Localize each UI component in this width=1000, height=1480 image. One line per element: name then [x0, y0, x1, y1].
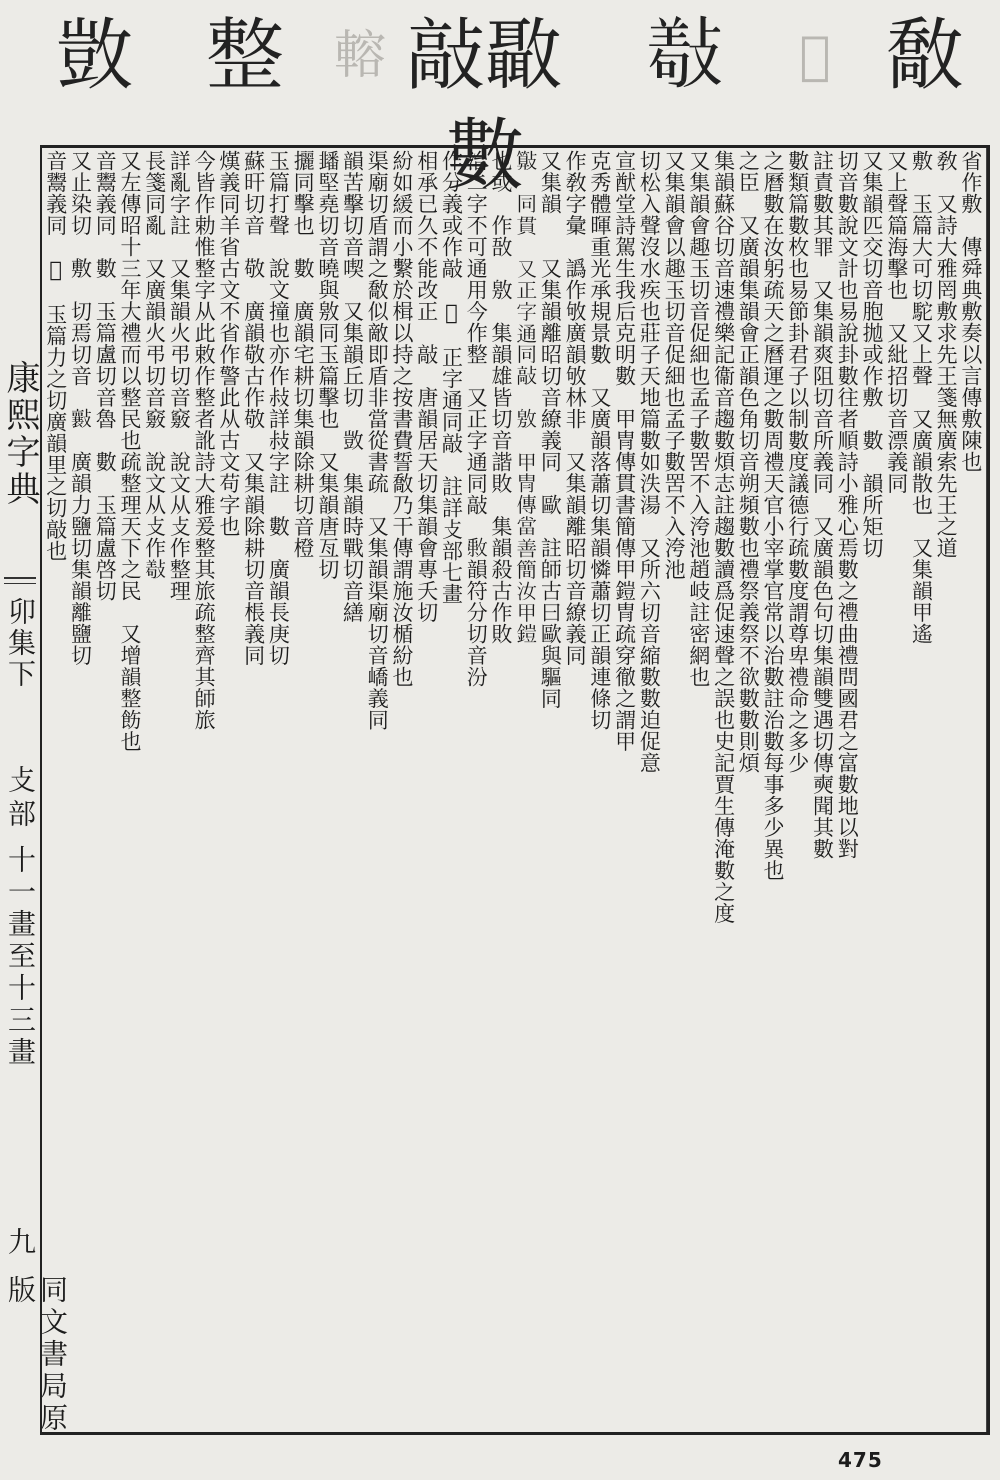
text-column: 今皆作勅惟整字从此敕作整者訛詩大雅爰整其旅疏整齊其師旅: [192, 150, 217, 731]
text-column: 攦同擊也 數 廣韻宅耕切集韻除耕切音橙: [291, 150, 316, 559]
text-column: 相承已久不能改正 敲 唐韻居天切集韻會專夭切: [415, 150, 439, 623]
text-column: 玉篇打聲 說文撞也亦作敊詳敊字註 數 廣韻長庚切: [266, 150, 291, 666]
seal-glyph-3: 䡥: [333, 26, 386, 86]
text-column: 克秀體暉重光承規景數 又廣韻落蕭切集韻憐蕭切正韻連條切: [588, 150, 612, 731]
text-column: 集韻蘇谷切音速禮樂記衞音趨數煩志註趨數讀爲促速聲之誤也史記賈生傳淹數之度: [711, 150, 736, 924]
entry-columns: [44, 150, 984, 1430]
text-column: 之曆數在汝躬疏天之曆運之數周禮天官小宰掌官常以治數註治數每事多少異也: [761, 150, 786, 881]
text-column: 𣀔 同貫 又正字通同敲 敫 甲冑傳當善簡汝甲鎧: [513, 150, 538, 645]
text-column: 敎 又詩大雅罔敷求先王箋無廣索先王之道: [934, 150, 959, 559]
seal-script-header: [40, 6, 980, 201]
text-column: 敷 玉篇大可切駝又上聲 又廣韻散也 又集韻甲遙: [909, 150, 934, 645]
page-number: 475: [838, 1448, 883, 1472]
text-column: 蘇旰切音 敬 廣韻敬古作敬 又集韻除耕切音棖義同: [241, 150, 266, 666]
seal-glyph-7: 敿: [885, 11, 964, 101]
text-column: 詳亂字註 又集韻火弔切音竅 說文从攴作整理: [167, 150, 192, 602]
divider: [4, 577, 36, 579]
radical-label: 攴部: [4, 765, 37, 833]
text-column: 音鬻義同 數 玉篇盧切音魯 數 玉篇盧啓切: [93, 150, 118, 602]
section-label: 卯集下: [4, 597, 37, 690]
stroke-range-label: 十一畫至十三畫: [4, 845, 37, 1069]
seal-glyph-1: 敳: [55, 11, 134, 101]
leaf-number: 九: [4, 1227, 37, 1255]
text-column: 又集韻匹交切音胞拋或作敷 數 韻所矩切: [860, 150, 884, 559]
seal-glyph-4: 敲𣀳數: [406, 11, 563, 201]
text-column: 紛如緩而小繫於楫以持之按書費誓敿乃干傳謂施汝楯紛也: [390, 150, 415, 688]
text-column: 又止染切 敷 切焉切音 𣀮 廣韻力鹽切集韻離鹽切: [68, 150, 93, 666]
text-column: 切音數說文計也易說卦數往者順詩小雅心焉數之禮曲禮問國君之富數地以對: [835, 150, 860, 860]
text-column: 切松入聲沒水疾也莊子天地篇數如泆湯 又所六切音縮數數迫促意: [637, 150, 662, 774]
text-column: 渠廟切盾謂之敿似敵即盾非當從書疏 又集韻渠廟切音嶠義同: [365, 150, 390, 731]
text-column: 之臣 又廣韻集韻會正韻色角切音朔頻數也禮祭義祭不欲數數則煩: [736, 150, 761, 774]
text-column: 又左傳昭十三年大禮而以整民也疏整理天下之民 又增韻整飭也: [118, 150, 142, 752]
publisher-label: 同文書局原版: [4, 1275, 69, 1435]
text-column: 數類篇數枚也易節卦君子以制數度議德行疏數度謂尊卑禮命之多少: [786, 150, 810, 774]
text-column: 熯義同羊省古文不省作警此从古文苟字也: [217, 150, 241, 537]
text-column: 又集韻會以趣玉切音促細也孟子數罟不入洿池: [662, 150, 687, 580]
divider: [4, 583, 36, 584]
text-column: 又上聲篇海擊也 又紕招切音漂義同: [884, 150, 909, 494]
text-column: 註責數其罪 又集韻爽阻切音所義同 又廣韻色句切集韻雙遇切傳奭聞其數: [810, 150, 835, 860]
book-title: 康熙字典: [0, 360, 40, 508]
text-column: 作敎字彙 譌作敂廣韻敂林非 又集韻離昭切音繚義同: [563, 150, 588, 666]
text-column: 作分義或作敲 𣁁 正字通同敲 註詳攴部七畫: [439, 150, 464, 605]
text-column: 治二字不可通用今作整 又正字通同敲 𢿔韻符分切音汾: [464, 150, 489, 688]
text-column: 也或 作敔 敫 集韻雄皆切音諧敗 集韻殺古作敗: [489, 150, 513, 645]
text-column: 長箋同亂 又廣韻火弔切音竅 說文从攴作𢿩: [142, 150, 167, 580]
text-column: 韻苦擊切音喫 又集韻丘切 敳 集韻時戰切音繕: [340, 150, 365, 623]
text-column: 音鬻義同 𣁊 玉篇力之切廣韻里之切敲也: [44, 150, 68, 562]
text-column: 䪤堅堯切音曉與敫同玉篇擊也 又集韻唐亙切: [316, 150, 340, 580]
text-column: 又集韻會趣玉切音促細也孟子數罟不入洿池趙岐註密網也: [687, 150, 711, 688]
seal-glyph-6: 𢿍: [799, 26, 831, 86]
text-column: 又集韻 又集韻離昭切音繚義同 歐 註師古曰歐與驅同: [538, 150, 563, 709]
text-column: 省作敷 傳舜典敷奏以言傳敷陳也: [959, 150, 983, 473]
text-column: 宣猷堂詩駕生我后克明數 甲冑傳貫書簡傳甲鎧冑疏穿徹之謂甲: [612, 150, 637, 752]
seal-glyph-2: 整: [205, 11, 284, 101]
seal-glyph-5: 𢿩: [645, 11, 724, 101]
